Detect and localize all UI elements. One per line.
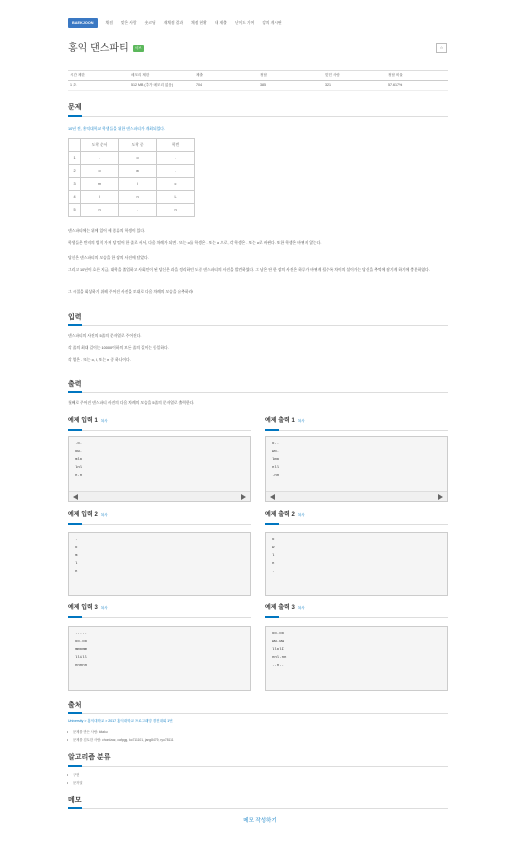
time-limit: 1 초 (70, 83, 77, 87)
output-para: 첫째로 주어진 댄스파티 사진의 다음 차례의 모습을 5줄의 문자열로 출력한다. (68, 401, 195, 405)
section-divider (68, 808, 448, 809)
info-header: 정답 (260, 73, 267, 77)
table-row: 5 n . n (69, 204, 195, 217)
input-para: 댄스파티의 사진의 5줄의 문자열로 주어진다. (68, 334, 142, 338)
sample-output-2[interactable]: o w l n . (265, 532, 448, 596)
info-table-row (68, 81, 448, 91)
star-icon[interactable]: ☆ (436, 43, 447, 53)
sample-input-2-title: 예제 입력 2 복사 (68, 512, 108, 518)
table-header (69, 139, 81, 152)
section-divider (265, 430, 448, 431)
copy-button[interactable]: 복사 (100, 419, 108, 423)
sample-input-1[interactable]: .o. ow. mlo lnl n.n (68, 436, 251, 502)
copy-button[interactable]: 복사 (297, 513, 305, 517)
info-header: 메모리 제한 (131, 73, 150, 77)
desc-intro: 10년 전, 홍익대학교 학생들을 위한 댄스파티가 개최되었다. (68, 127, 166, 131)
table-header: 도착 순서 (81, 139, 119, 152)
list-item: • 문제를 검토한 사람: chordzaz, cafpgg, ko711101, jang8479, ryu78111 (68, 738, 174, 742)
desc-para: 그리고 10년이 흐른 지금, 대학을 졸업하고 사회인이 된 당신은 과을 정리하던 도중 댄스파티의 사진을 발견하였다. 그 남은 단 한 장의 사진은 하루가 바뀌게 될수록 차이의 설이가는 당신을 추억에 잠기게 하기에 충분하였다. (68, 268, 430, 272)
section-divider (68, 713, 448, 714)
desc-para: 댄스파티에는 위에 있어 세 종류의 학생이 있다. (68, 229, 146, 233)
sample-output-3[interactable]: oo.oo ww.ww llolI nnl.nn ..n.. (265, 626, 448, 691)
nav-solvers[interactable]: 맞은 사람 (120, 20, 137, 25)
scroll-right-icon[interactable] (438, 494, 443, 500)
section-title-algo: 알고리즘 분류 (68, 754, 111, 761)
desc-para: 당신은 댄스파티의 모습을 한 장의 사진에 담았다. (68, 256, 149, 260)
memory-limit: 512 MB (추가 메모리 없음) (131, 83, 174, 87)
scroll-right-icon[interactable] (241, 494, 246, 500)
section-divider (68, 116, 448, 117)
sample-input-3-title: 예제 입력 3 복사 (68, 605, 108, 611)
nav-board[interactable]: 강의 게시판 (262, 20, 282, 25)
section-title-input: 입력 (68, 314, 82, 321)
scroll-left-icon[interactable] (270, 494, 275, 500)
solvers: 321 (325, 83, 331, 87)
table-row: 1 . o . (69, 152, 195, 165)
copy-button[interactable]: 복사 (100, 606, 108, 610)
sample-input-1-title: 예제 입력 1 복사 (68, 418, 108, 424)
scroll-left-icon[interactable] (73, 494, 78, 500)
algo-tag[interactable]: • 구현 (68, 773, 79, 777)
sample-output-1-title: 예제 출력 1 복사 (265, 418, 305, 424)
input-para: 각 줄의 최대 길이는 10000이하의 모든 줄의 길이는 동일하다. (68, 346, 169, 350)
accept-ratio: 57.617% (388, 83, 403, 87)
section-divider (68, 392, 448, 393)
info-header: 시간 제한 (70, 73, 85, 77)
info-header: 제출 (196, 73, 203, 77)
desc-table (68, 138, 195, 217)
horizontal-scrollbar[interactable] (266, 491, 447, 501)
copy-button[interactable]: 복사 (297, 606, 305, 610)
nav-my-submit[interactable]: 내 제출 (214, 20, 227, 25)
section-title-source: 출처 (68, 702, 82, 709)
submissions: 704 (196, 83, 202, 87)
sample-input-3[interactable]: ..... oo.oo mmomm llill nnnnn (68, 626, 251, 691)
nav-submit[interactable]: 채점 (105, 20, 113, 25)
section-title-memo: 메모 (68, 797, 82, 804)
copy-button[interactable]: 복사 (297, 419, 305, 423)
accepted: 385 (260, 83, 266, 87)
section-divider (68, 325, 448, 326)
list-item: • 문제를 만든 사람: kitaku (68, 730, 108, 734)
sample-output-1[interactable]: o.. wo. lmo nll .nn (265, 436, 448, 502)
info-header: 맞힌 사람 (325, 73, 340, 77)
nav-rejudge[interactable]: 재채점 결과 (163, 20, 184, 25)
section-title-output: 출력 (68, 381, 82, 388)
section-divider (265, 524, 448, 525)
nav-difficulty[interactable]: 난이도 기여 (234, 20, 255, 25)
table-row: 3 m l c (69, 178, 195, 191)
section-title-problem: 문제 (68, 104, 82, 111)
desc-para: 그 시절을 회상하기 위해 주어진 사진을 토대로 다음 차례의 모습을 유추하라! (68, 290, 194, 294)
table-header: 학번 (157, 139, 195, 152)
problem-nav (68, 16, 282, 30)
sample-input-2[interactable]: . o m l n (68, 532, 251, 596)
sample-output-3-title: 예제 출력 3 복사 (265, 605, 305, 611)
nav-shortcode[interactable]: 숏코딩 (144, 20, 156, 25)
copy-button[interactable]: 복사 (100, 513, 108, 517)
nav-status[interactable]: 채점 현황 (191, 20, 207, 25)
nav-problem-id[interactable]: BAEKJOON (68, 18, 98, 29)
section-divider (68, 430, 251, 431)
algo-tag[interactable]: • 문자열 (68, 781, 83, 785)
desc-para: 학생들은 반지의 법칙 가져 당 떨어 한 줄로 서서, 다음 차례가 되면 . 또는 o를 학생은 . 또는 o 으로, 각 학생은 . 또는 o로 바뀐다. 또한 학생은 바뀌지 않는다. (68, 241, 322, 245)
table-header: 도착 중 (119, 139, 157, 152)
table-row: 4 l n L (69, 191, 195, 204)
section-divider (265, 617, 448, 618)
section-divider (68, 766, 448, 767)
horizontal-scrollbar[interactable] (69, 491, 250, 501)
write-memo-link[interactable]: 메모 작성하기 (243, 818, 277, 824)
table-row: 2 o w . (69, 165, 195, 178)
problem-title: 홍익 댄스파티 (68, 43, 129, 54)
input-para: 각 열은 . 또는 o, l, 또는 n 중 하나이다. (68, 358, 131, 362)
subtask-badge: 서브 (134, 46, 142, 51)
section-divider (68, 617, 251, 618)
info-header: 정답 비율 (388, 73, 403, 77)
page-title (68, 42, 144, 55)
sample-output-2-title: 예제 출력 2 복사 (265, 512, 305, 518)
section-divider (68, 524, 251, 525)
source-link[interactable]: University > 홍익대학교 > 2017 홍익대학교 프로그래밍 경진대회 1번 (68, 719, 173, 723)
info-table-header (68, 70, 448, 81)
